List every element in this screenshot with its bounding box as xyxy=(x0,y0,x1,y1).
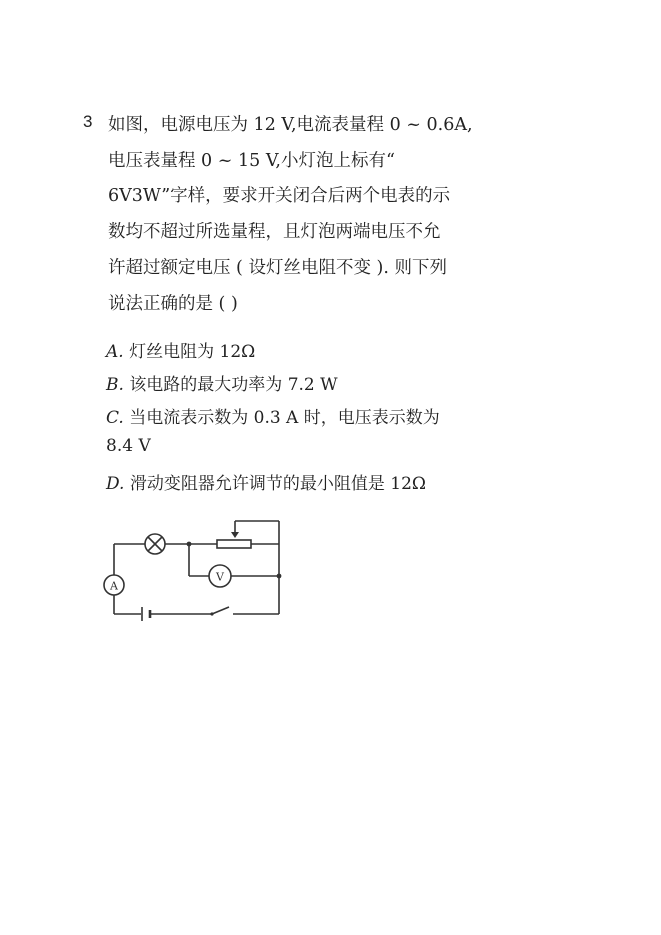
option-b xyxy=(106,370,338,395)
stem-line: 数均不超过所选量程，且灯泡两端电压不允 xyxy=(108,222,441,242)
voltmeter-label: V xyxy=(216,570,224,584)
stem-line: 6V3W”字样，要求开关闭合后两个电表的示 xyxy=(108,186,451,206)
junction-dot xyxy=(277,574,282,579)
question-number: 3 xyxy=(83,112,93,131)
option-c-continuation: 8.4 V xyxy=(106,436,151,456)
option-a xyxy=(106,337,255,362)
option-text: 当电流表示数为 0.3 A 时，电压表示数为 xyxy=(129,408,440,428)
option-c xyxy=(106,403,440,428)
stem-line: 许超过额定电压 ( 设灯丝电阻不变 ). 则下列 xyxy=(108,258,447,278)
stem-line: 说法正确的是 ( ) xyxy=(108,294,238,314)
option-label: D. xyxy=(106,474,125,494)
circuit-diagram xyxy=(95,515,295,625)
option-text: 滑动变阻器允许调节的最小阻值是 12Ω xyxy=(129,474,426,494)
ammeter-label: A xyxy=(110,579,118,593)
option-text: 该电路的最大功率为 7.2 W xyxy=(129,375,338,395)
stem-line: 电压表量程 0 ~ 15 V,小灯泡上标有“ xyxy=(108,151,395,171)
rheostat-icon xyxy=(217,540,251,548)
option-d xyxy=(106,469,426,494)
option-label: A. xyxy=(106,342,124,362)
switch-pivot xyxy=(210,612,213,615)
option-text: 灯丝电阻为 12Ω xyxy=(129,342,256,362)
junction-dot xyxy=(187,542,192,547)
option-label: B. xyxy=(106,375,124,395)
switch-icon xyxy=(212,607,229,614)
stem-line: 如图，电源电压为 12 V,电流表量程 0 ~ 0.6A, xyxy=(108,115,473,135)
slider-arrow-icon xyxy=(231,532,239,538)
option-label: C. xyxy=(106,408,124,428)
